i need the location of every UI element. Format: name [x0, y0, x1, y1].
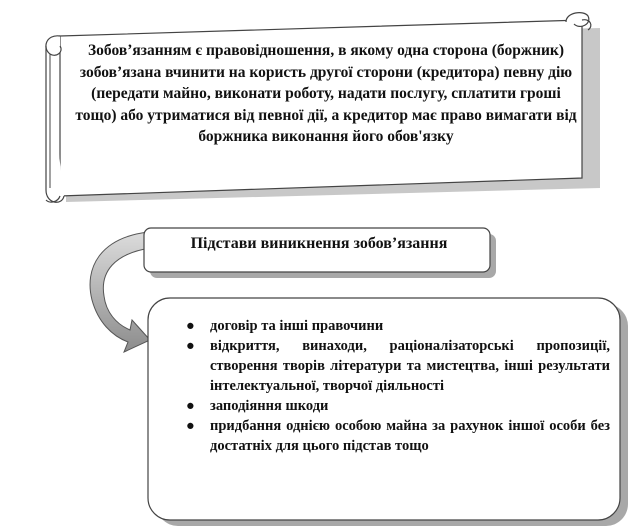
curved-arrow — [90, 232, 150, 352]
grounds-title: Підстави виникнення зобов’язання — [190, 235, 448, 252]
bullet-icon: ● — [186, 398, 195, 414]
list-item — [186, 316, 610, 336]
definition-text — [72, 40, 580, 148]
definition-term: Зобов’язанням — [87, 42, 192, 59]
bullet-icon: ● — [186, 318, 195, 334]
definition-body: є правовідношення, в якому одна сторона (боржник) зобов’язана вчинити на користь другої сторони (кредитора) певну дію (передати майно, виконати роботу, надати послугу, сплатити гроші тощо) або утриматися від певної дії, а кредитор має право вимагати від боржника виконання його обов'язку — [75, 42, 577, 145]
bullet-icon: ● — [186, 338, 195, 354]
list-item — [186, 336, 610, 396]
bullet-icon: ● — [186, 418, 195, 434]
grounds-list — [186, 316, 610, 456]
list-item-text: договір та інші правочини — [210, 318, 384, 334]
list-item-text: придбання однією особою майна за рахунок іншої особи без достатніх для цього підстав тощо — [210, 418, 610, 454]
list-item-text: відкриття, винаходи, раціоналізаторські пропозиції, створення творів літератури та мистецтва, інші результати інтелектуальної, творчої діяльності — [210, 338, 610, 394]
list-item — [186, 416, 610, 456]
list-item-text: заподіяння шкоди — [210, 398, 329, 414]
list-item — [186, 396, 610, 416]
